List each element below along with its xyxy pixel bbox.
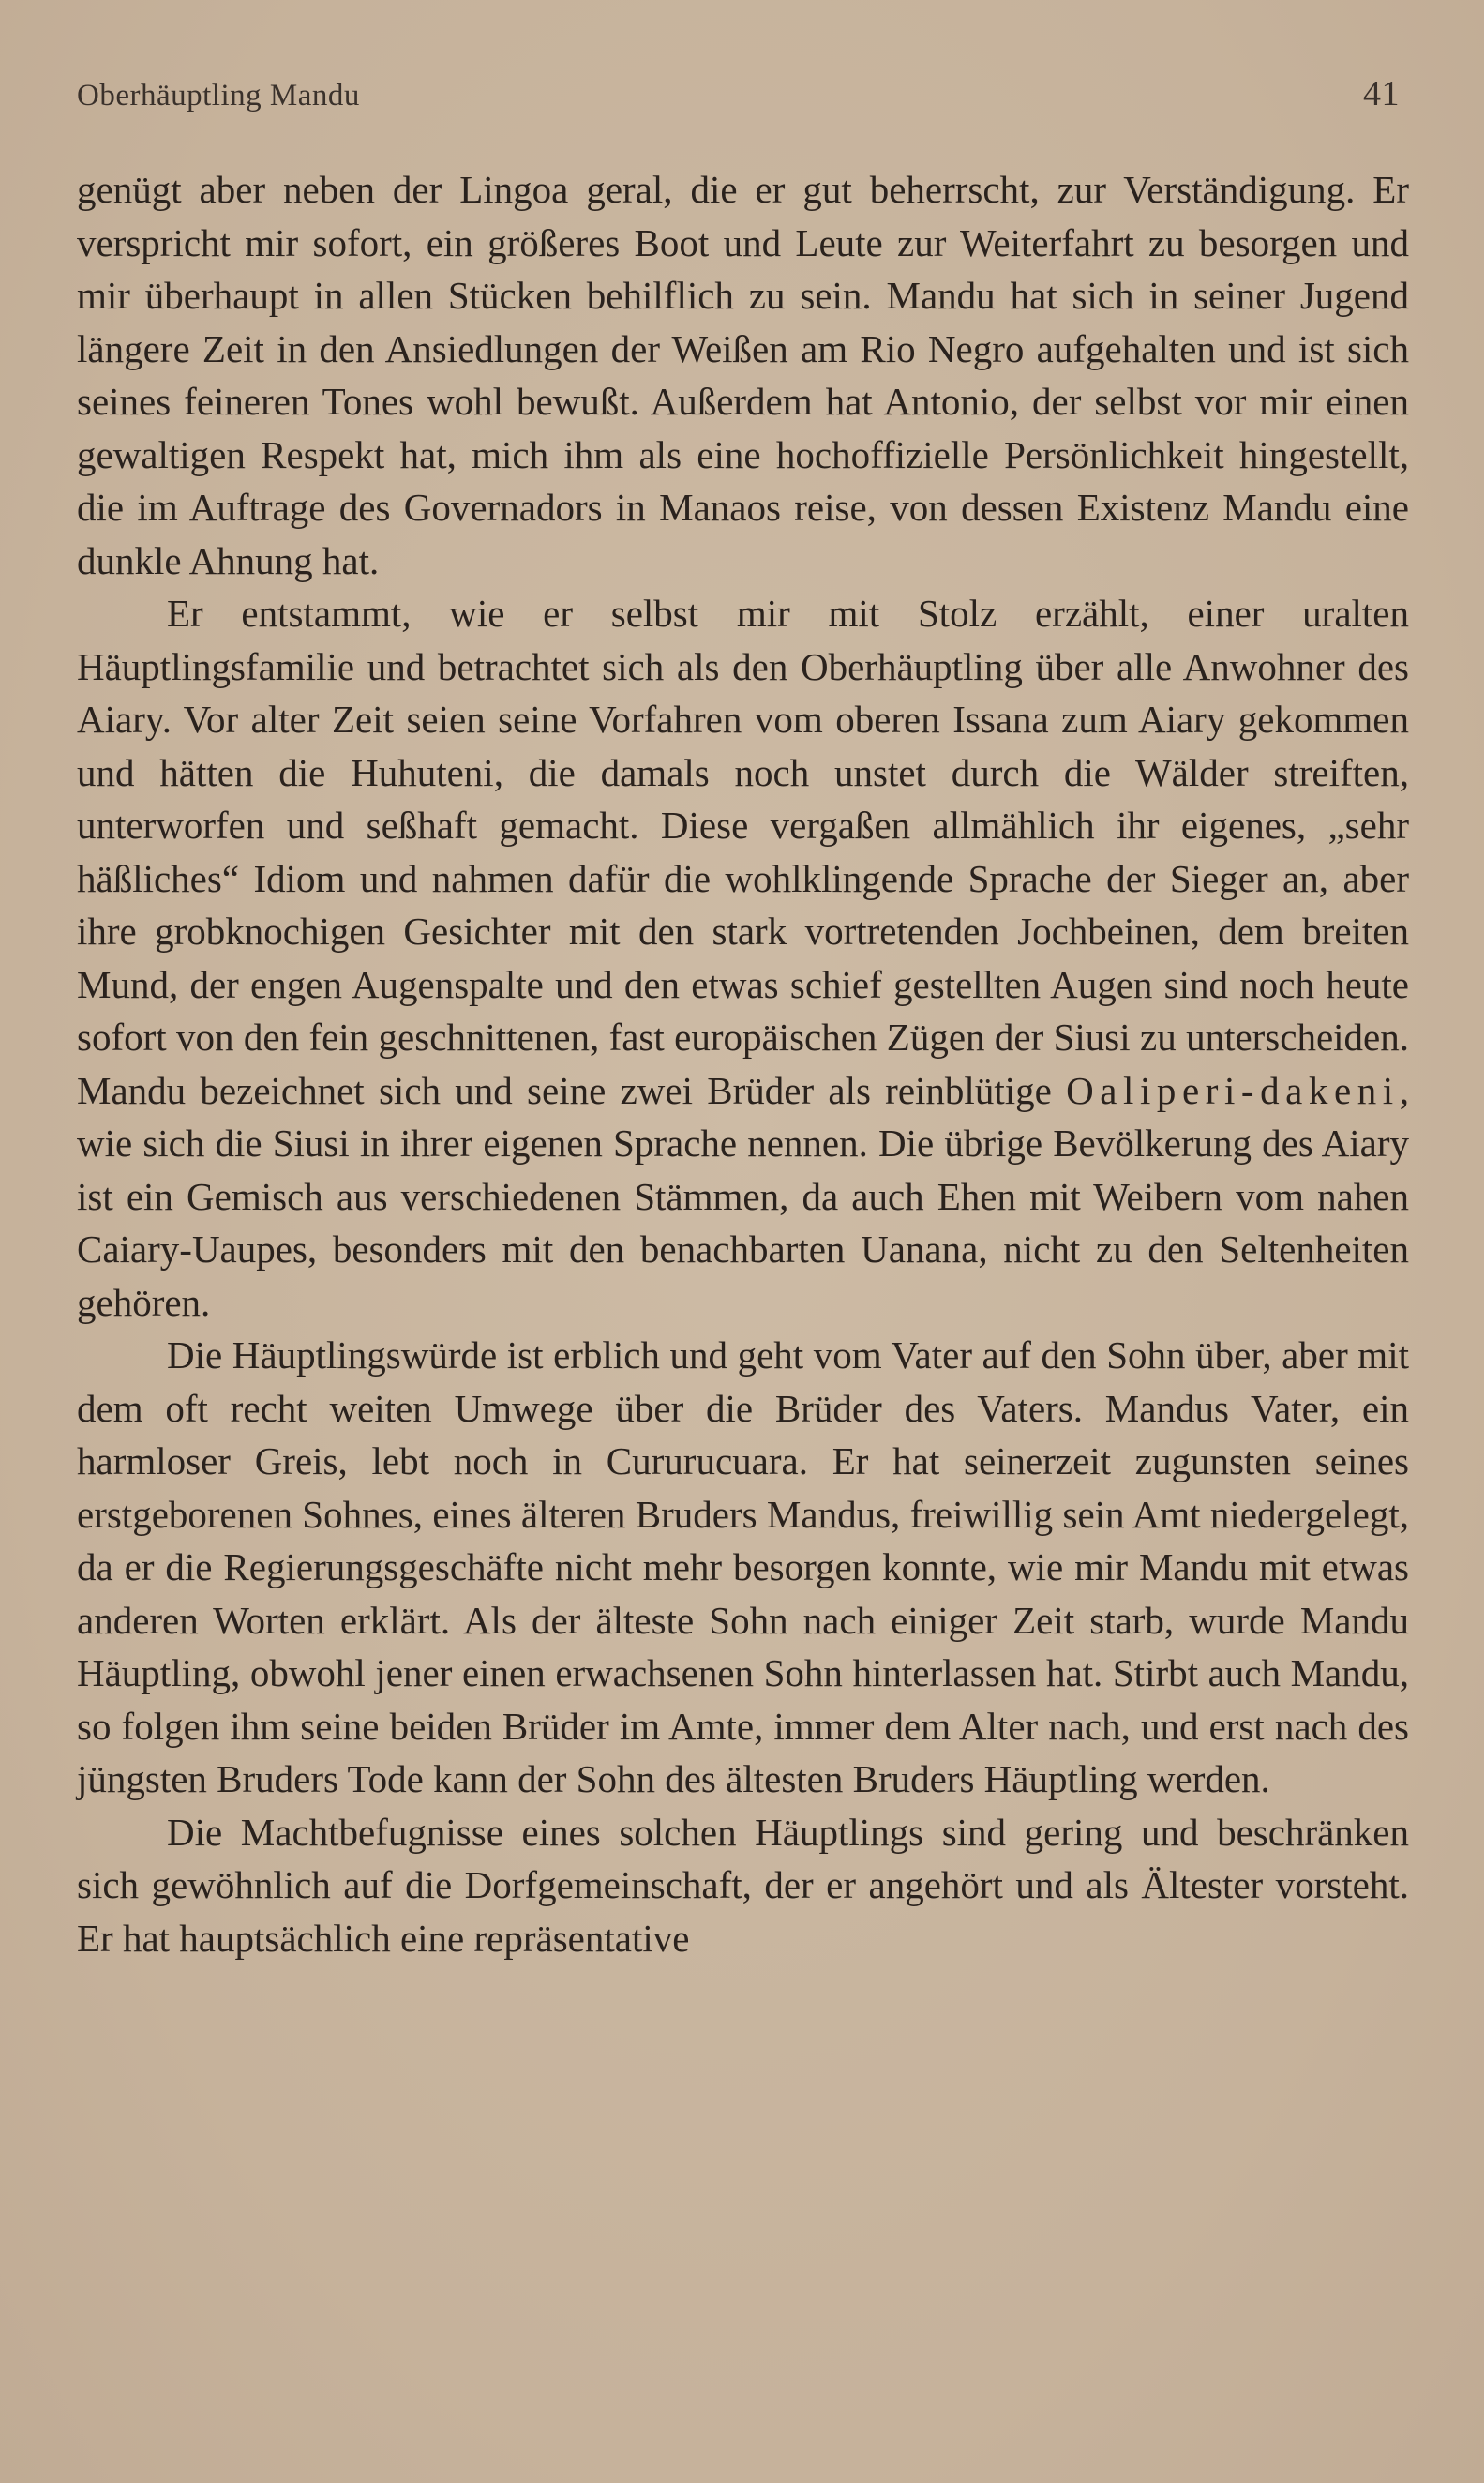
paragraph-1-text: genügt aber neben der Lingoa geral, die er gut beherrscht, zur Verständigung. Er verspricht mir sofort, ein größeres Boot und Leute zur Weiterfahrt zu besorgen und mir überhaupt in allen Stücken behilflich zu sein. Mandu hat sich in seiner Jugend längere Zeit in den Ansiedlungen der Weißen am Rio Negro aufgehalten und ist sich seines feineren Tones wohl bewußt. Außerdem hat Antonio, der selbst vor mir einen gewaltigen Respekt hat, mich ihm als eine hochoffizielle Persönlichkeit hingestellt, die im Auftrage des Governadors in Manaos reise, von dessen Existenz Mandu eine dunkle Ahnung hat.: [77, 168, 1409, 582]
body-text: [77, 163, 1409, 1964]
running-title: Oberhäuptling Mandu: [77, 79, 360, 113]
paragraph-4: [77, 1806, 1409, 1965]
paragraph-2-text-a: Er entstammt, wie er selbst mir mit Stolz erzählt, einer uralten Häuptlingsfamilie und betrachtet sich als den Oberhäuptling über alle Anwohner des Aiary. Vor alter Zeit seien seine Vorfahren vom oberen Issana zum Aiary gekommen und hätten die Huhuteni, die damals noch unstet durch die Wälder streiften, unterworfen und seßhaft gemacht. Diese vergaßen allmählich ihr eigenes, „sehr häßliches“ Idiom und nahmen dafür die wohlklingende Sprache der Sieger an, aber ihre grobknochigen Gesichter mit den stark vortretenden Jochbeinen, dem breiten Mund, der engen Augenspalte und den etwas schief gestellten Augen sind noch heute sofort von den fein geschnittenen, fast europäischen Zügen der Siusi zu unterscheiden. Mandu bezeichnet sich und seine zwei Brüder als reinblütige: [77, 592, 1409, 1112]
paragraph-4-text: Die Machtbefugnisse eines solchen Häuptlings sind gering und beschränken sich gewöhnlich auf die Dorfgemeinschaft, der er angehört und als Ältester vorsteht. Er hat hauptsächlich eine repräsentative: [77, 1810, 1409, 1960]
paragraph-3-text: Die Häuptlingswürde ist erblich und geht vom Vater auf den Sohn über, aber mit dem oft recht weiten Umwege über die Brüder des Vaters. Mandus Vater, ein harmloser Greis, lebt noch in Cururucuara. Er hat seinerzeit zugunsten seines erstgeborenen Sohnes, eines älteren Bruders Mandus, freiwillig sein Amt niedergelegt, da er die Regierungsgeschäfte nicht mehr besorgen konnte, wie mir Mandu mit etwas anderen Worten erklärt. Als der älteste Sohn nach einiger Zeit starb, wurde Mandu Häuptling, obwohl jener einen erwachsenen Sohn hinterlassen hat. Stirbt auch Mandu, so folgen ihm seine beiden Brüder im Amte, immer dem Alter nach, und erst nach des jüngsten Bruders Tode kann der Sohn des ältesten Bruders Häuptling werden.: [77, 1333, 1409, 1800]
page-number: 41: [1363, 74, 1400, 113]
running-head: [77, 73, 1409, 126]
paragraph-3: [77, 1329, 1409, 1806]
paragraph-2-text-b: , wie sich die Siusi in ihrer eigenen Sprache nennen. Die übrige Bevölkerung des Aiary ist ein Gemisch aus verschiedenen Stämmen, da auch Ehen mit Weibern vom nahen Caiary-Uaupes, besonders mit den benachbarten Uanana, nicht zu den Seltenheiten gehören.: [77, 1068, 1409, 1324]
tribe-name-spaced: Oaliperi-dakeni: [1066, 1068, 1400, 1112]
paragraph-1: [77, 163, 1409, 587]
paragraph-2: [77, 587, 1409, 1329]
